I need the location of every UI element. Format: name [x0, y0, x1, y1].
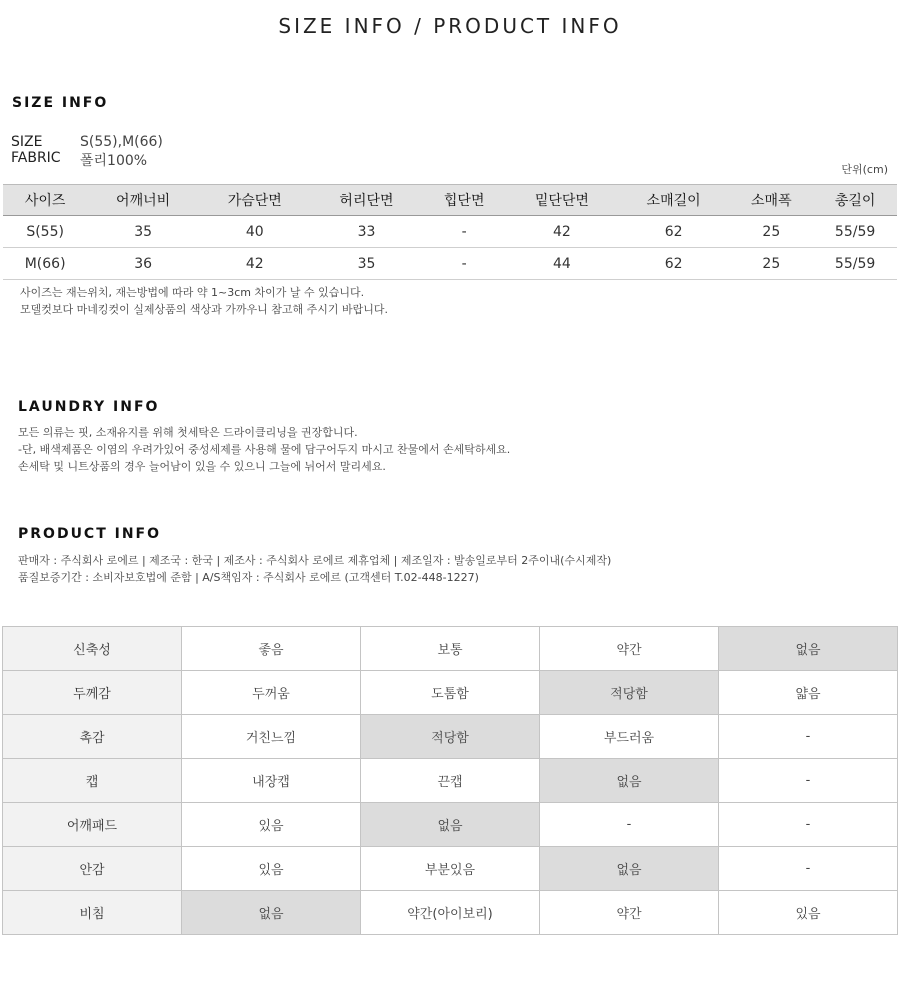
- attribute-option-selected: 없음: [540, 759, 719, 803]
- size-cell: 55/59: [813, 248, 897, 280]
- product-notes: [18, 552, 611, 586]
- size-cell: 25: [729, 248, 813, 280]
- spec-fabric-value: 폴리100%: [80, 153, 148, 169]
- attribute-option: 있음: [182, 847, 361, 891]
- attribute-option: 거친느낌: [182, 715, 361, 759]
- attribute-option: 보통: [361, 627, 540, 671]
- spec-size-key: SIZE: [11, 134, 43, 150]
- attribute-option: 약간: [540, 627, 719, 671]
- size-cell: 62: [618, 216, 730, 248]
- size-cell: 62: [618, 248, 730, 280]
- attribute-option: 약간(아이보리): [361, 891, 540, 935]
- size-col-header: 밑단단면: [506, 185, 618, 216]
- attribute-row: [3, 759, 898, 803]
- attribute-label: 캡: [3, 759, 182, 803]
- attribute-row: [3, 671, 898, 715]
- size-cell: M(66): [3, 248, 87, 280]
- attribute-option: 있음: [182, 803, 361, 847]
- size-info-heading: SIZE INFO: [12, 95, 109, 111]
- size-cell: S(55): [3, 216, 87, 248]
- size-cell: 42: [506, 216, 618, 248]
- size-col-header: 가슴단면: [199, 185, 311, 216]
- size-table-row: [3, 248, 897, 280]
- laundry-info-heading: LAUNDRY INFO: [18, 399, 160, 415]
- attribute-option-selected: 없음: [540, 847, 719, 891]
- attribute-option: -: [719, 803, 898, 847]
- attribute-label: 촉감: [3, 715, 182, 759]
- attribute-option: 부드러움: [540, 715, 719, 759]
- attribute-option: -: [719, 847, 898, 891]
- laundry-note-line: 손세탁 및 니트상품의 경우 늘어남이 있을 수 있으니 그늘에 뉘어서 말리세요.: [18, 460, 386, 473]
- attribute-label: 어깨패드: [3, 803, 182, 847]
- size-cell: 55/59: [813, 216, 897, 248]
- attribute-option: 내장캡: [182, 759, 361, 803]
- attribute-option: -: [719, 715, 898, 759]
- size-cell: 25: [729, 216, 813, 248]
- size-notes: [20, 284, 388, 318]
- attribute-row: [3, 627, 898, 671]
- size-col-header: 힙단면: [422, 185, 506, 216]
- attribute-option: 끈캡: [361, 759, 540, 803]
- spec-fabric-key: FABRIC: [11, 150, 61, 166]
- attribute-label: 비침: [3, 891, 182, 935]
- laundry-note-line: -단, 배색제품은 이염의 우려가있어 중성세제를 사용해 물에 담구어두지 마시고 찬물에서 손세탁하세요.: [18, 443, 511, 456]
- attribute-option-selected: 없음: [182, 891, 361, 935]
- size-col-header: 사이즈: [3, 185, 87, 216]
- laundry-note-line: 모든 의류는 핏, 소재유지를 위해 첫세탁은 드라이클리닝을 권장합니다.: [18, 426, 358, 439]
- attribute-option: 약간: [540, 891, 719, 935]
- size-col-header: 허리단면: [311, 185, 423, 216]
- size-table-row: [3, 216, 897, 248]
- attribute-row: [3, 847, 898, 891]
- product-note-line: 품질보증기간 : 소비자보호법에 준함 | A/S책임자 : 주식회사 로에르 (고객센터 T.02-448-1227): [18, 571, 479, 584]
- size-col-header: 총길이: [813, 185, 897, 216]
- attribute-row: [3, 715, 898, 759]
- size-cell: 36: [87, 248, 199, 280]
- size-cell: -: [422, 216, 506, 248]
- spec-fabric-row: [11, 150, 147, 170]
- size-note-line: 모델컷보다 마네킹컷이 실제상품의 색상과 가까우니 참고해 주시기 바랍니다.: [20, 303, 389, 316]
- attribute-label: 안감: [3, 847, 182, 891]
- attribute-label: 신축성: [3, 627, 182, 671]
- spec-size-value: S(55),M(66): [80, 134, 163, 150]
- product-note-line: 판매자 : 주식회사 로에르 | 제조국 : 한국 | 제조사 : 주식회사 로에르 제휴업체 | 제조일자 : 발송일로부터 2주이내(수시제작): [18, 554, 612, 567]
- attribute-row: [3, 803, 898, 847]
- size-cell: 40: [199, 216, 311, 248]
- attribute-option: -: [719, 759, 898, 803]
- size-col-header: 소매길이: [618, 185, 730, 216]
- size-table: [3, 184, 897, 280]
- attribute-option: 두꺼움: [182, 671, 361, 715]
- size-col-header: 소매폭: [729, 185, 813, 216]
- unit-note: 단위(cm): [841, 163, 888, 176]
- attribute-option: 도톰함: [361, 671, 540, 715]
- size-cell: 35: [311, 248, 423, 280]
- product-info-heading: PRODUCT INFO: [18, 526, 162, 542]
- attribute-option-selected: 없음: [719, 627, 898, 671]
- attribute-option: 부분있음: [361, 847, 540, 891]
- page-title: SIZE INFO / PRODUCT INFO: [278, 14, 622, 38]
- size-cell: 42: [199, 248, 311, 280]
- attribute-option-selected: 적당함: [540, 671, 719, 715]
- size-cell: -: [422, 248, 506, 280]
- attribute-option-selected: 없음: [361, 803, 540, 847]
- attribute-option: -: [540, 803, 719, 847]
- attribute-option-selected: 적당함: [361, 715, 540, 759]
- size-note-line: 사이즈는 재는위치, 재는방법에 따라 약 1~3cm 차이가 날 수 있습니다.: [20, 286, 365, 299]
- attribute-option: 얇음: [719, 671, 898, 715]
- attribute-option: 좋음: [182, 627, 361, 671]
- attribute-row: [3, 891, 898, 935]
- size-cell: 33: [311, 216, 423, 248]
- size-cell: 44: [506, 248, 618, 280]
- attribute-option: 있음: [719, 891, 898, 935]
- attribute-table: [2, 626, 898, 935]
- attribute-label: 두께감: [3, 671, 182, 715]
- size-cell: 35: [87, 216, 199, 248]
- spec-size-row: [11, 134, 163, 150]
- size-table-header-row: [3, 185, 897, 216]
- laundry-notes: [18, 424, 510, 475]
- size-col-header: 어깨너비: [87, 185, 199, 216]
